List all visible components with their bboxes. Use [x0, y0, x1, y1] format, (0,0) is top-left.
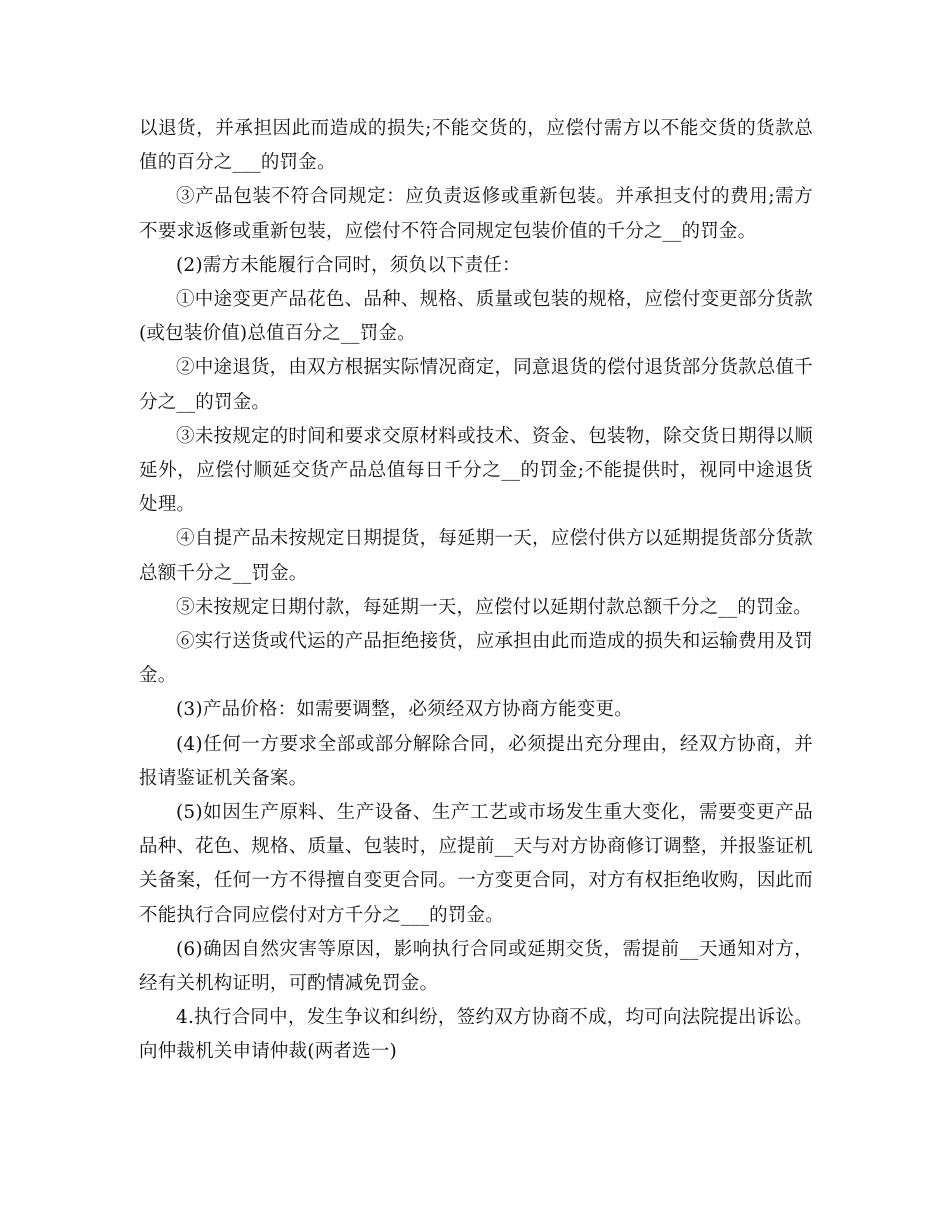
paragraph-6: ③未按规定的时间和要求交原材料或技术、资金、包装物，除交货日期得以顺延外，应偿付顺延交货产品总值每日千分之__的罚金;不能提供时，视同中途退货处理。	[139, 425, 813, 516]
paragraph-5: ②中途退货，由双方根据实际情况商定，同意退货的偿付退货部分货款总值千分之__的罚金。	[139, 357, 813, 413]
paragraph-11: (4)任何一方要求全部或部分解除合同，必须提出充分理由，经双方协商，并报请鉴证机关备案。	[139, 733, 813, 789]
paragraph-10: (3)产品价格：如需要调整，必须经双方协商方能变更。	[176, 699, 633, 721]
paragraph-3: (2)需方未能履行合同时，须负以下责任：	[176, 254, 521, 276]
paragraph-13: (6)确因自然灾害等原因，影响执行合同或延期交货，需提前__天通知对方，经有关机构证明，可酌情减免罚金。	[139, 938, 813, 995]
paragraph-9: ⑥实行送货或代运的产品拒绝接货，应承担由此而造成的损失和运输费用及罚金。	[139, 631, 813, 687]
paragraph-2: ③产品包装不符合同规定：应负责返修或重新包装。并承担支付的费用;需方不要求返修或重新包装，应偿付不符合同规定包装价值的千分之__的罚金。	[139, 186, 813, 242]
paragraph-7: ④自提产品未按规定日期提货，每延期一天，应偿付供方以延期提货部分货款总额千分之__罚金。	[139, 528, 813, 584]
paragraph-12: (5)如因生产原料、生产设备、生产工艺或市场发生重大变化，需要变更产品品种、花色、规格、质量、包装时，应提前__天与对方协商修订调整，并报鉴证机关备案，任何一方不得擅自变更合同。一方变更合同，对方有权拒绝收购，因此而不能执行合同应偿付对方千分之___的罚金。	[139, 802, 813, 926]
paragraph-4: ①中途变更产品花色、品种、规格、质量或包装的规格，应偿付变更部分货款(或包装价值)总值百分之__罚金。	[139, 289, 813, 345]
paragraph-1: 以退货，并承担因此而造成的损失;不能交货的，应偿付需方以不能交货的货款总值的百分之___的罚金。	[139, 118, 813, 174]
paragraph-8: ⑤未按规定日期付款，每延期一天，应偿付以延期付款总额千分之__的罚金。	[176, 596, 813, 618]
document-body	[139, 112, 813, 1070]
paragraph-14: 4.执行合同中，发生争议和纠纷，签约双方协商不成，均可向法院提出诉讼。向仲裁机关申请仲裁(两者选一)	[139, 1007, 813, 1063]
